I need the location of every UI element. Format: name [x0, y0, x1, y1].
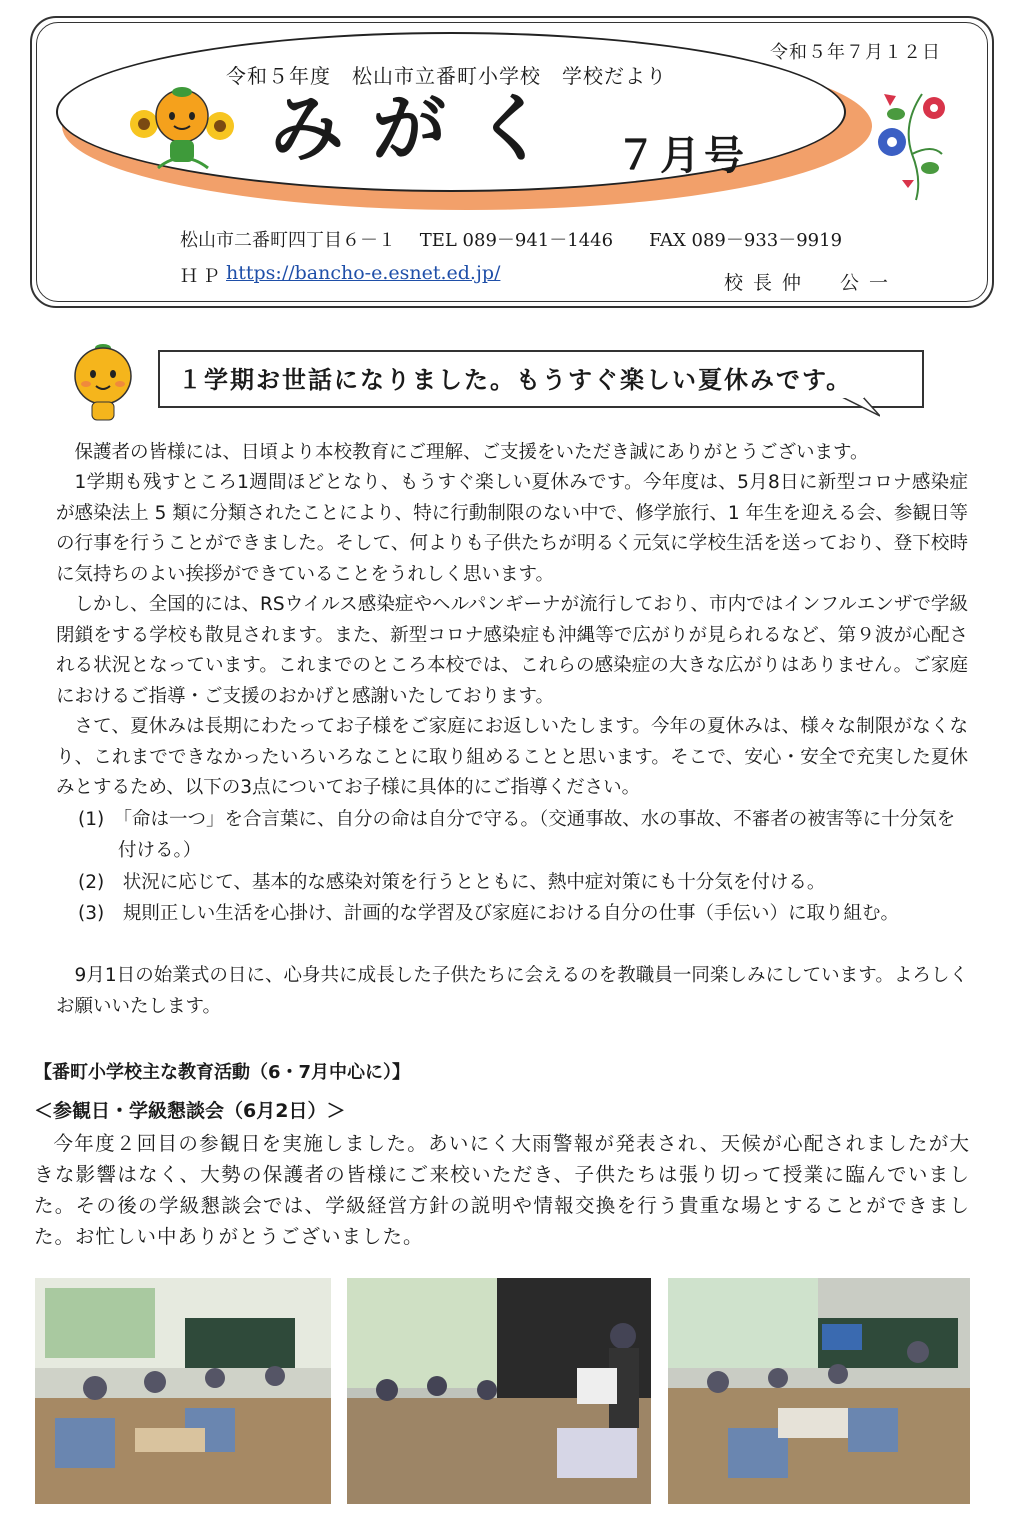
principal-name: 校長仲 公一: [724, 272, 899, 294]
classroom-photo-2: [347, 1278, 651, 1504]
guidance-item-3: (3) 規則正しい生活を心掛け、計画的な学習及び家庭における自分の仕事（手伝い）に取り組む。: [78, 903, 899, 924]
homepage-label: ＨＰ: [180, 266, 224, 287]
school-address: 松山市二番町四丁目６－１ TEL 089－941－1446 FAX 089－933－9919: [180, 230, 843, 251]
classroom-photo-3: [668, 1278, 970, 1504]
newsletter-title: みがく: [270, 86, 576, 172]
homepage-link[interactable]: https://bancho-e.esnet.ed.jp/: [226, 262, 501, 284]
issue-date: 令和５年７月１２日: [770, 42, 941, 63]
closing-paragraph: 9月1日の始業式の日に、心身共に成長した子供たちに会えるのを教職員一同楽しみにしています。よろしくお願いいたします。: [56, 965, 968, 1017]
mikyan-small-mascot-icon: [68, 340, 138, 424]
summer-guidance-paragraph: さて、夏休みは長期にわたってお子様をご家庭にお返しいたします。今年の夏休みは、様々な制限がなくなり、これまでできなかったいろいろなことに取り組めることと思います。そこで、安心・安全で充実した夏休みとするため、以下の3点についてお子様に具体的にご指導ください。: [56, 716, 968, 798]
health-paragraph: しかし、全国的には、RSウイルス感染症やヘルパンギーナが流行しており、市内ではインフルエンザで学級閉鎖をする学校も散見されます。また、新型コロナ感染症も沖縄等で広がりが見られるなど、第９波が心配される状況となっています。これまでのところ本校では、これらの感染症の大きな広がりはありません。ご家庭におけるご指導・ご支援のおかげと感謝いたしております。: [56, 594, 968, 707]
open-class-text: 今年度２回目の参観日を実施しました。あいにく大雨警報が発表され、天候が心配されましたが大きな影響はなく、大勢の保護者の皆様にご来校いただき、子供たちは張り切って授業に臨んでいました。その後の学級懇談会では、学級経営方針の説明や情報交換を行う貴重な場とすることができました。お忙しい中ありがとうございました。: [34, 1132, 970, 1248]
school-newsletter-line: 令和５年度 松山市立番町小学校 学校だより: [226, 64, 667, 88]
guidance-item-2: (2) 状況に応じて、基本的な感染対策を行うとともに、熱中症対策にも十分気を付ける。: [78, 872, 826, 893]
guidance-item-1: (1) 「命は一つ」を合言葉に、自分の命は自分で守る。（交通事故、水の事故、不審者の被害等に十分気を付ける。）: [78, 809, 956, 861]
term-summary-paragraph: 1学期も残すところ1週間ほどとなり、もうすぐ楽しい夏休みです。今年度は、5月8日に新型コロナ感染症が感染法上 5 類に分類されたことにより、特に行動制限のない中で、修学旅行、1 年生を迎える会、参観日等の行事を行うことができました。そして、何よりも子供たちが明るく元気に学校生活を送っており、登下校時に気持ちのよい挨拶ができていることをうれしく思います。: [56, 472, 968, 585]
activities-heading: 【番町小学校主な教育活動（6・7月中心に）】: [34, 1062, 411, 1083]
headline-text: １学期お世話になりました。もうすぐ楽しい夏休みです。: [178, 366, 853, 394]
newsletter-issue-month: ７月号: [616, 133, 748, 179]
mikyan-mascot-icon: [128, 78, 234, 170]
greeting-paragraph: 保護者の皆様には、日頃より本校教育にご理解、ご支援をいただき誠にありがとうございます。: [74, 442, 869, 463]
morning-glory-icon: [872, 84, 952, 202]
open-class-subheading: ＜参観日・学級懇談会（6月2日）＞: [34, 1100, 346, 1122]
classroom-photo-1: [35, 1278, 331, 1504]
speech-tail: [840, 396, 880, 418]
